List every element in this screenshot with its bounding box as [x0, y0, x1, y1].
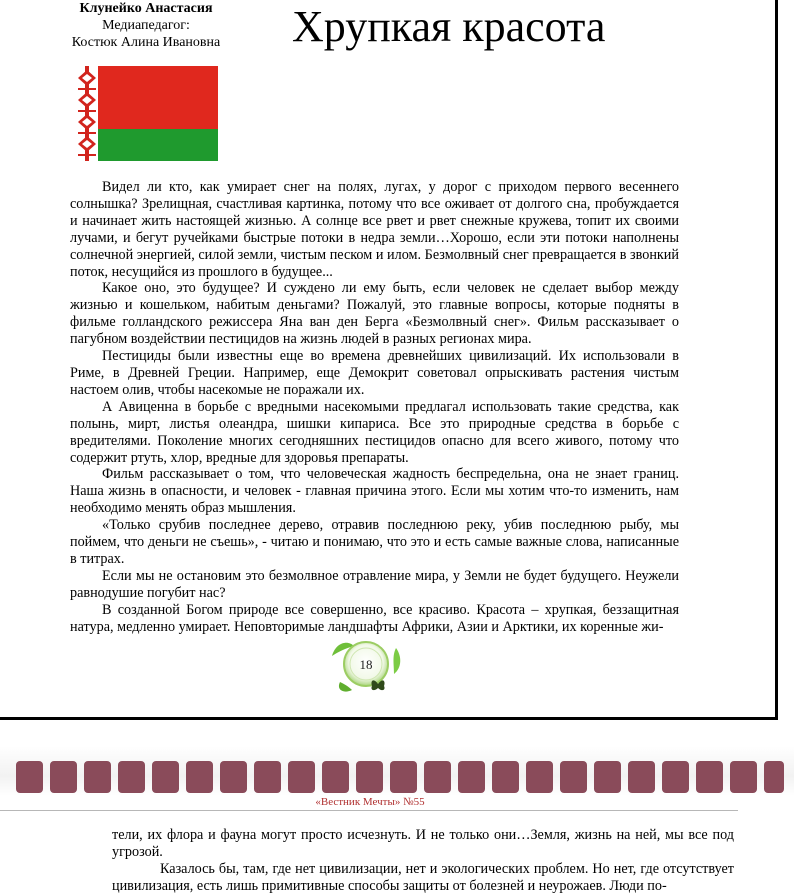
footer-divider [0, 810, 738, 811]
decorative-tile [288, 761, 315, 793]
decorative-tile [390, 761, 417, 793]
leaf-icon [394, 648, 401, 674]
decorative-tile-strip [0, 746, 794, 796]
article-title: Хрупкая красота [292, 2, 606, 51]
decorative-tile [152, 761, 179, 793]
decorative-tile [594, 761, 621, 793]
continued-text [112, 827, 734, 895]
teacher-name: Костюк Алина Ивановна [71, 35, 221, 50]
author-name: Клунейко Анастасия [79, 1, 213, 16]
decorative-tile [560, 761, 587, 793]
decorative-tile [186, 761, 213, 793]
page-number: 18 [359, 657, 373, 672]
decorative-tile [526, 761, 553, 793]
article-paragraph: Казалось бы, там, где нет цивилизации, нет и экологических проблем. Но нет, где отсутствует цивилизация, есть лишь примитивные способы защиты от болезней и неурожаев. Люди по- [112, 860, 734, 894]
decorative-tile [628, 761, 655, 793]
page-number-badge [326, 634, 406, 696]
decorative-tile [84, 761, 111, 793]
article-paragraph: «Только срубив последнее дерево, отравив последнюю реку, убив последнюю рыбу, мы поймем, что деньги не съешь», - читаю и понимаю, что это и есть самые важные слова, написанные в титрах. [70, 517, 679, 567]
decorative-tile [424, 761, 451, 793]
decorative-tile [220, 761, 247, 793]
article-paragraph: А Авиценна в борьбе с вредными насекомыми предлагал использовать такие средства, как полынь, мирт, листья олеандра, шишки кипариса. Все это природные средства в борьбе с вредителями. Поколение многих сегодняшних пестицидов опасно для всего живого, потому что содержит ртуть, хлор, вредные для здоровья препараты. [70, 398, 679, 466]
decorative-tile [322, 761, 349, 793]
decorative-tile [730, 761, 757, 793]
decorative-tile [662, 761, 689, 793]
article-paragraph: Какое оно, это будущее? И суждено ли ему быть, если человек не сделает выбор между жизнью и кошельком, набитым деньгами? Пожалуй, это главные вопросы, которые подняты в фильме голландского режиссера Яна ван ден Берга «Безмолвный снег». Фильм рассказывает о пагубном воздействии пестицидов на жизнь людей в разных регионах мира. [70, 280, 679, 348]
decorative-tile [118, 761, 145, 793]
author-block [46, 0, 246, 51]
article-body [70, 179, 679, 635]
author-role: Медиапедагог: [102, 18, 190, 33]
article-paragraph: тели, их флора и фауна могут просто исчезнуть. И не только они…Земля, жизнь на ней, мы все под угрозой. [112, 827, 734, 860]
decorative-tile [458, 761, 485, 793]
article-paragraph: В созданной Богом природе все совершенно, все красиво. Красота – хрупкая, беззащитная натура, медленно умирает. Неповторимые ландшафты Африки, Азии и Арктики, их коренные жи- [70, 601, 679, 635]
article-paragraph: Если мы не остановим это безмолвное отравление мира, у Земли не будет будущего. Неужели равнодушие погубит нас? [70, 567, 679, 601]
belarus-flag-image [76, 66, 218, 161]
decorative-tile [356, 761, 383, 793]
article-paragraph: Пестициды были известны еще во времена древнейших цивилизаций. Их использовали в Риме, в Древней Греции. Например, еще Демокрит советовал опрыскивать растения чистым настоем олив, чтобы насекомые не поражали их. [70, 348, 679, 398]
decorative-tile [16, 761, 43, 793]
issue-label: «Вестник Мечты» №55 [315, 796, 425, 808]
decorative-tile [764, 761, 784, 793]
decorative-tile [696, 761, 723, 793]
decorative-tile [50, 761, 77, 793]
decorative-tile [492, 761, 519, 793]
decorative-tile [254, 761, 281, 793]
article-paragraph: Видел ли кто, как умирает снег на полях, лугах, у дорог с приходом первого весеннего солнышка? Зрелищная, счастливая картинка, потому что все оживает от долгого сна, пробуждается и начинает жить настоящей жизнью. А солнце все рвет и рвет снежные кружева, топит их своими лучами, и бегут ручейками быстрые потоки в недра земли…Хорошо, если эти потоки наполнены солнечной энергией, силой земли, чистым песком и илом. Безмолвный снег превращается в звонкий поток, несущийся из прошлого в будущее... [70, 179, 679, 280]
article-paragraph: Фильм рассказывает о том, что человеческая жадность беспредельна, она не знает границ. Наша жизнь в опасности, и человек - главная причина этого. Если мы хотим что-то изменить, нам необходимо менять образ мышления. [70, 466, 679, 517]
leaf-icon [339, 682, 352, 692]
